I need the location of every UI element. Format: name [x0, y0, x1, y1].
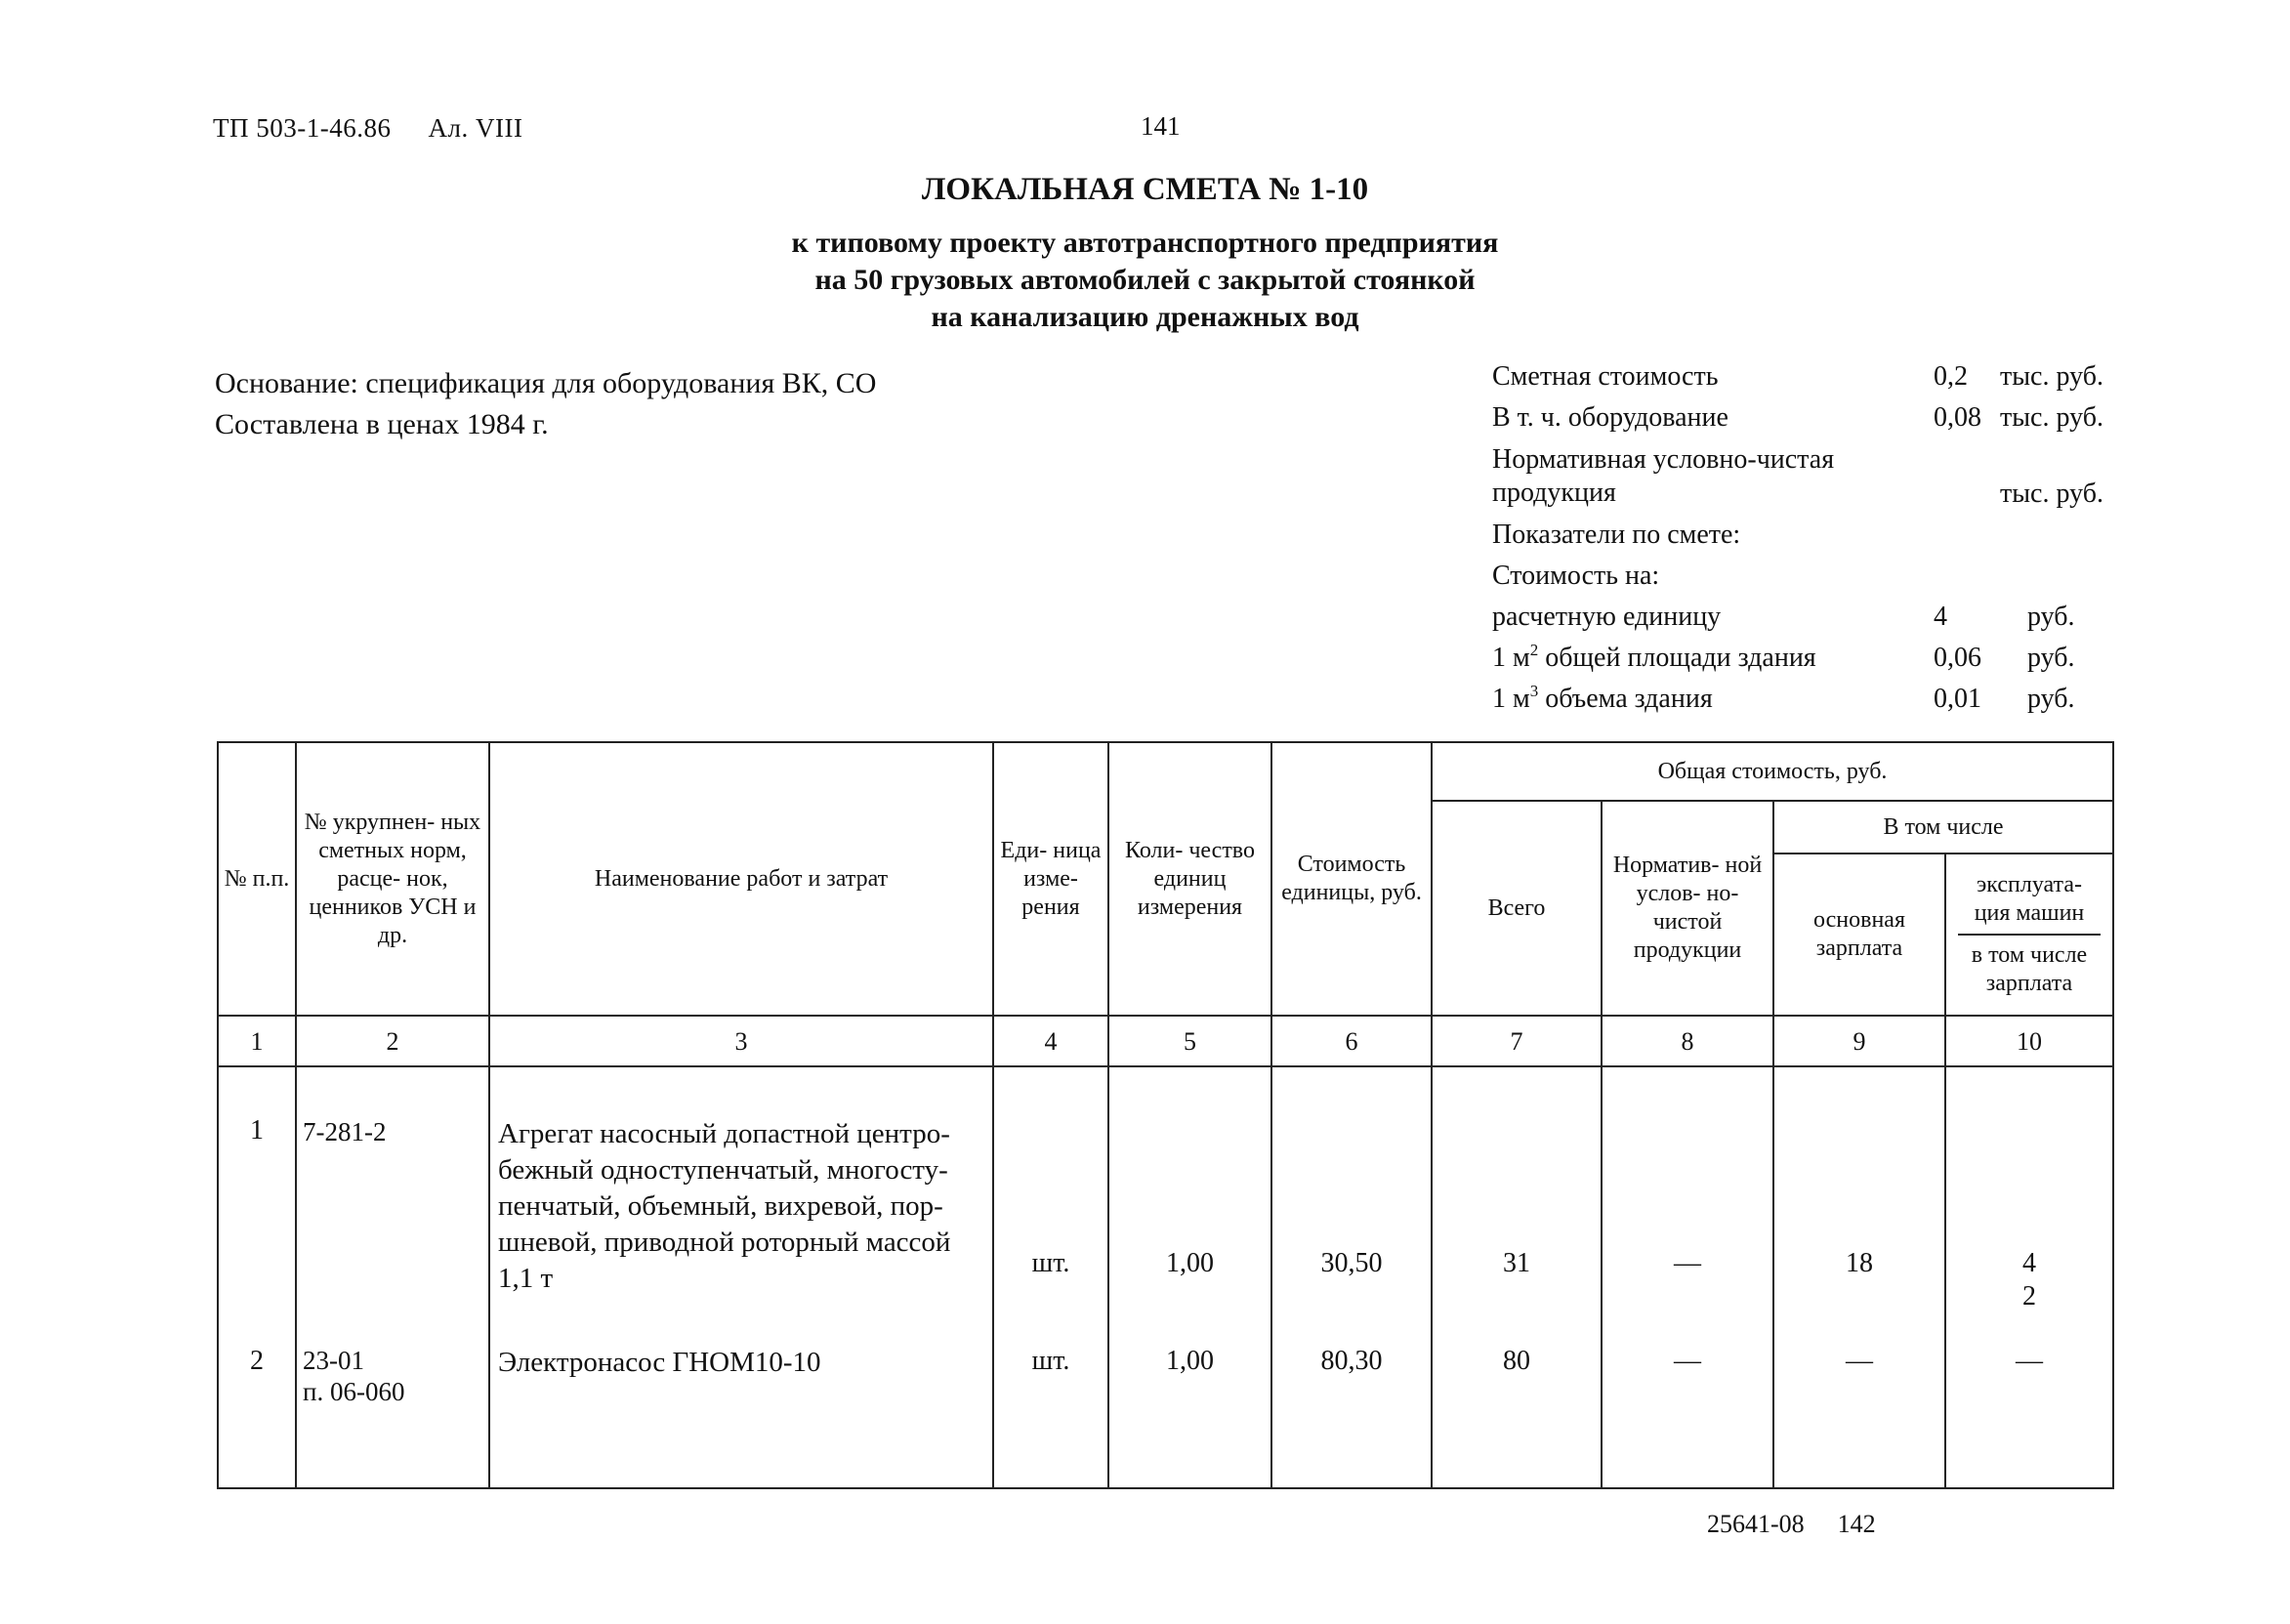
- summary-label: расчетную единицу: [1492, 602, 1722, 632]
- label-part: общей площади здания: [1538, 643, 1816, 673]
- summary-unit: тыс. руб.: [2000, 402, 2103, 433]
- header-machines-bottom: в том числе зарплата: [1971, 942, 2088, 996]
- col-number: 7: [1432, 1016, 1602, 1066]
- summary-value: 0,2: [1934, 361, 1968, 392]
- label-part: 1 м: [1492, 643, 1530, 673]
- header-unit: Еди- ница изме- рения: [993, 742, 1108, 1016]
- summary-label: Показатели по смете:: [1492, 520, 1741, 550]
- col-number: 8: [1602, 1016, 1773, 1066]
- row-2-total: 80: [1503, 1346, 1530, 1376]
- row-1-total: 31: [1503, 1248, 1530, 1278]
- summary-unit: тыс. руб.: [2000, 361, 2103, 392]
- header-unit-cost: Стоимость единицы, руб.: [1271, 742, 1432, 1016]
- basis-line: Основание: спецификация для оборудования ВК, СО: [215, 367, 877, 399]
- cell-quantity: [1108, 1066, 1271, 1488]
- subtitle-line: на 50 грузовых автомобилей с закрытой стоянкой: [814, 264, 1476, 296]
- header-total: Всего: [1432, 801, 1602, 1016]
- summary-label: [1492, 643, 1816, 674]
- row-1-machines: 4: [2022, 1248, 2036, 1278]
- document-subtitle: [0, 225, 2290, 336]
- summary-label: В т. ч. оборудование: [1492, 402, 1728, 433]
- summary-unit: тыс. руб.: [2000, 479, 2103, 509]
- row-1-price: 30,50: [1320, 1248, 1383, 1278]
- summary-label: [1492, 443, 1834, 510]
- label-part: 1 м: [1492, 684, 1530, 714]
- summary-row: [1492, 402, 2117, 443]
- cell-name: [489, 1066, 993, 1488]
- header-total-cost: Общая стоимость, руб.: [1432, 742, 2113, 801]
- cost-summary: [1492, 361, 2117, 725]
- header-number: № п.п.: [218, 742, 296, 1016]
- col-number: 6: [1271, 1016, 1432, 1066]
- row-2-code: [297, 1345, 488, 1407]
- summary-unit: руб.: [2027, 602, 2075, 632]
- row-1-unit: шт.: [1031, 1248, 1070, 1278]
- cell-code: [296, 1066, 489, 1488]
- summary-row: [1492, 684, 2117, 725]
- header-quantity: Коли- чество единиц измерения: [1108, 742, 1271, 1016]
- footer-code: 25641-08: [1707, 1510, 1805, 1538]
- col-number: 3: [489, 1016, 993, 1066]
- row-2-quantity: 1,00: [1166, 1346, 1214, 1376]
- row-2-number: 2: [250, 1346, 264, 1376]
- row-2-name: Электронасос ГНОМ10-10: [498, 1347, 821, 1378]
- summary-label-line: продукция: [1492, 478, 1616, 508]
- basis-line: Составлена в ценах 1984 г.: [215, 408, 549, 440]
- header-base-salary: основная зарплата: [1773, 854, 1945, 1016]
- row-1-number: 1: [250, 1115, 264, 1145]
- subtitle-line: к типовому проекту автотранспортного предприятия: [791, 227, 1499, 259]
- col-number: 10: [1945, 1016, 2113, 1066]
- summary-row-normative: [1492, 443, 2117, 520]
- label-superscript: 2: [1529, 641, 1539, 659]
- summary-cost-on: [1492, 561, 2117, 602]
- col-number: 5: [1108, 1016, 1271, 1066]
- page-number: 141: [1141, 111, 1181, 141]
- estimate-table: [217, 741, 2114, 1489]
- summary-value: 0,01: [1934, 684, 1981, 714]
- cell-total: [1432, 1066, 1602, 1488]
- summary-value: 0,08: [1934, 402, 1981, 433]
- project-code: ТП 503-1-46.86: [213, 113, 392, 143]
- summary-row: [1492, 361, 2117, 402]
- summary-label-line: Нормативная условно-чистая: [1492, 444, 1835, 475]
- cell-salary: [1773, 1066, 1945, 1488]
- label-part: объема здания: [1538, 684, 1713, 714]
- cell-machines: [1945, 1066, 2113, 1488]
- footer-page: 142: [1837, 1510, 1876, 1538]
- summary-label: Сметная стоимость: [1492, 361, 1719, 392]
- summary-unit: руб.: [2027, 643, 2075, 673]
- row-1-quantity: 1,00: [1166, 1248, 1214, 1278]
- col-number: 9: [1773, 1016, 1945, 1066]
- row-2-code-line: п. 06-060: [303, 1377, 405, 1406]
- cell-price: [1271, 1066, 1432, 1488]
- header-machines: [1945, 854, 2113, 1016]
- summary-value: 4: [1934, 602, 1947, 632]
- cell-number: [218, 1066, 296, 1488]
- cell-normative: [1602, 1066, 1773, 1488]
- row-1-normative: —: [1674, 1248, 1701, 1278]
- row-2-unit: шт.: [1031, 1346, 1070, 1376]
- row-2-salary: —: [1846, 1346, 1873, 1376]
- summary-value: 0,06: [1934, 643, 1981, 673]
- cell-unit: [993, 1066, 1108, 1488]
- summary-label: Стоимость на:: [1492, 561, 1660, 591]
- label-superscript: 3: [1529, 682, 1539, 700]
- col-number: 4: [993, 1016, 1108, 1066]
- header-work-name: Наименование работ и затрат: [489, 742, 993, 1016]
- row-1-code: 7-281-2: [303, 1117, 387, 1146]
- document-code: [213, 113, 560, 144]
- document-title: ЛОКАЛЬНАЯ СМЕТА № 1-10: [921, 172, 1369, 207]
- header-norm-code: № укрупнен- ных сметных норм, расце- нок, ценников УСН и др.: [296, 742, 489, 1016]
- row-2-normative: —: [1674, 1346, 1701, 1376]
- summary-label: [1492, 684, 1713, 715]
- header-machines-top: эксплуата- ция машин: [1958, 871, 2101, 936]
- album-number: Ал. VIII: [428, 113, 523, 143]
- row-2-machines: —: [2016, 1346, 2043, 1376]
- row-2-price: 80,30: [1320, 1346, 1383, 1376]
- basis-block: [215, 363, 876, 445]
- summary-unit: руб.: [2027, 684, 2075, 714]
- summary-row: [1492, 643, 2117, 684]
- row-1-machines-salary: 2: [2022, 1281, 2036, 1312]
- header-including: В том числе: [1773, 801, 2113, 854]
- row-2-code-line: 23-01: [303, 1346, 364, 1375]
- col-number: 1: [218, 1016, 296, 1066]
- summary-indicators: [1492, 520, 2117, 561]
- header-normative: Норматив- ной услов- но-чистой продукции: [1602, 801, 1773, 1016]
- page-footer: [1707, 1510, 1909, 1539]
- row-1-name: Агрегат насосный допастной центро- бежный одноступенчатый, многосту- пенчатый, объемный, вихревой, пор- шневой, приводной роторный массой 1,1 т: [498, 1118, 951, 1294]
- row-1-salary: 18: [1846, 1248, 1873, 1278]
- col-number: 2: [296, 1016, 489, 1066]
- subtitle-line: на канализацию дренажных вод: [931, 301, 1359, 333]
- summary-row: [1492, 602, 2117, 643]
